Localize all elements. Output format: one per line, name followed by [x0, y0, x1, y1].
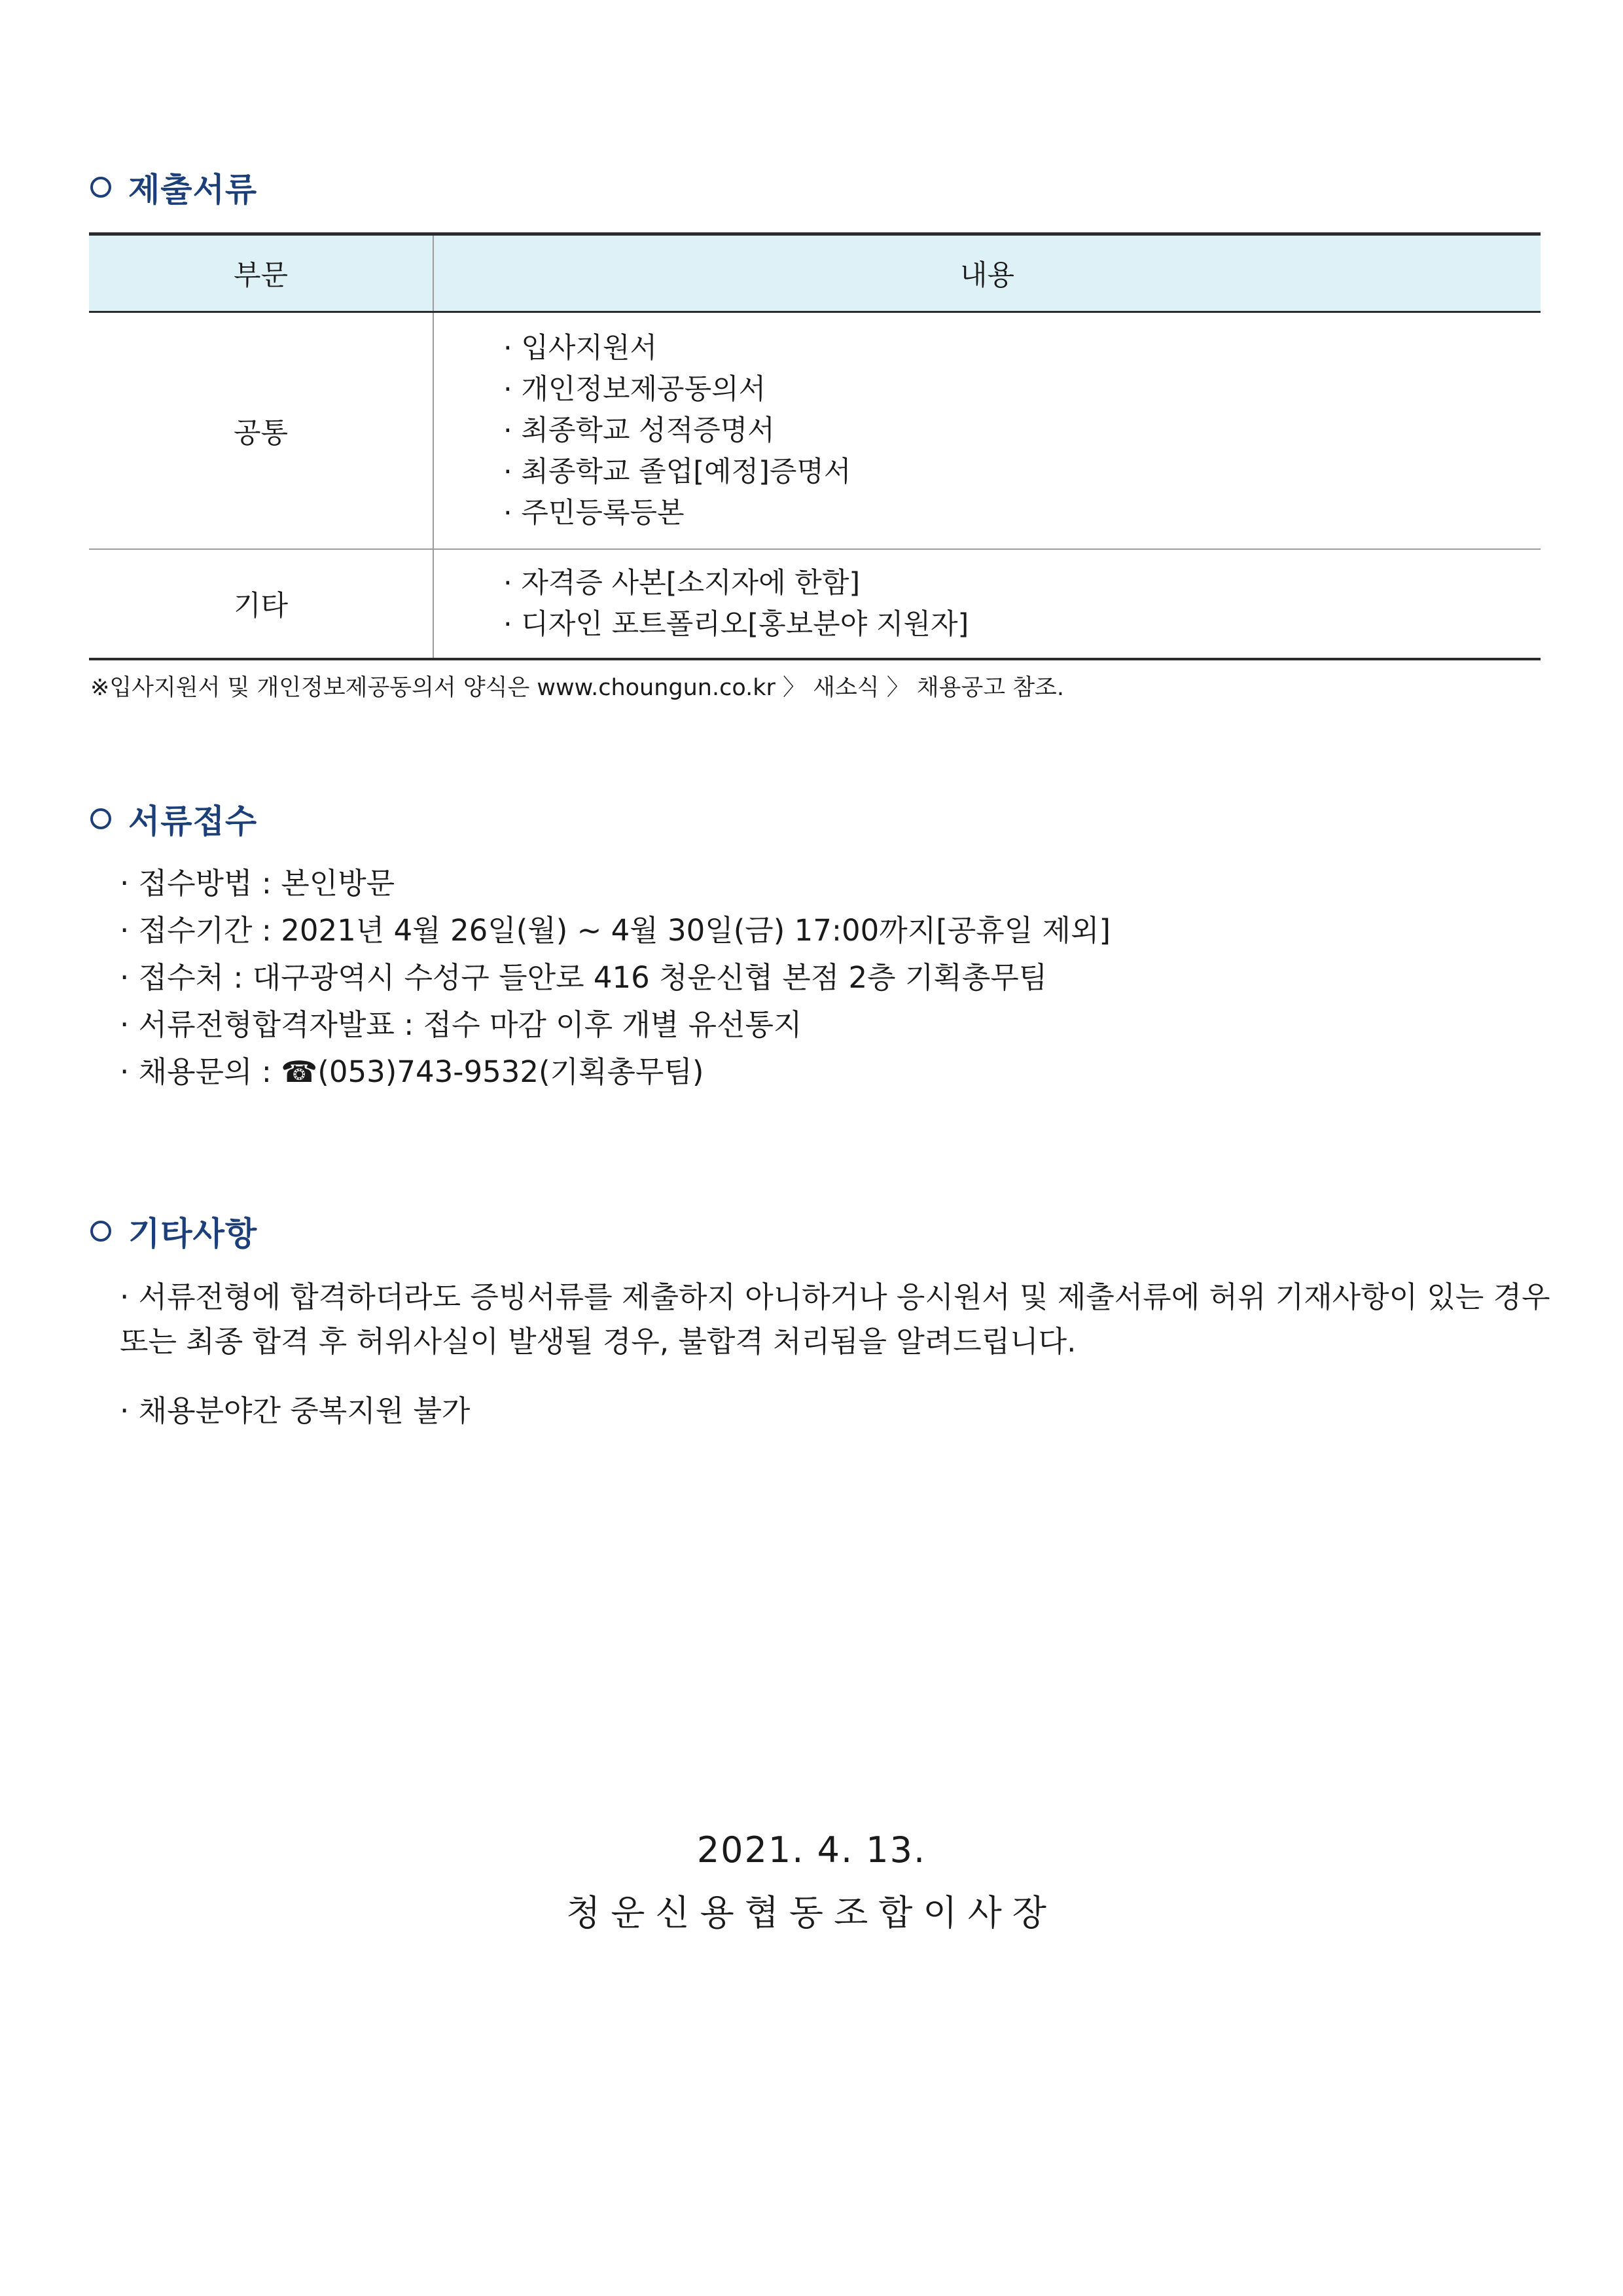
list-item: · 최종학교 성적증명서 [503, 414, 775, 447]
list-item: · 접수방법 : 본인방문 [120, 866, 395, 901]
category-cell: 공통 [89, 312, 433, 550]
misc-line: 또는 최종 합격 후 허위사실이 발생될 경우, 불합격 처리됨을 알려드립니다. [120, 1324, 1077, 1359]
list-item: · 서류전형합격자발표 : 접수 마감 이후 개별 유선통지 [120, 1007, 802, 1042]
circle-bullet-icon [90, 1221, 111, 1242]
list-item: · 자격증 사본[소지자에 한함] [503, 566, 861, 600]
section-heading-documents [90, 164, 257, 211]
list-item: · 최종학교 졸업[예정]증명서 [503, 455, 851, 488]
misc-line: · 채용분야간 중복지원 불가 [120, 1393, 471, 1428]
list-item: · 개인정보제공동의서 [503, 372, 766, 406]
table-header-row [89, 234, 1541, 312]
misc-line: · 서류전형에 합격하더라도 증빙서류를 제출하지 아니하거나 응시원서 및 제출서류에 허위 기재사항이 있는 경우 [120, 1280, 1550, 1314]
documents-table [89, 232, 1541, 660]
issuer-signature: 청운신용협동조합이사장 [566, 1892, 1057, 1933]
document-list [434, 563, 1541, 645]
section-title: 서류접수 [128, 802, 258, 840]
list-item: · 접수처 : 대구광역시 수성구 들안로 416 청운신협 본점 2층 기획총무팀 [120, 960, 1048, 995]
section-title: 기타사항 [128, 1215, 258, 1253]
list-item: · 주민등록등본 [503, 496, 685, 529]
section-title: 제출서류 [128, 171, 258, 209]
reception-list [120, 860, 1111, 1096]
section-heading-reception [90, 795, 257, 842]
section-heading-misc [90, 1208, 257, 1255]
list-item: · 접수기간 : 2021년 4월 26일(월) ~ 4월 30일(금) 17:00까지[공휴일 제외] [120, 913, 1111, 948]
content-cell [433, 549, 1541, 659]
category-cell: 기타 [89, 549, 433, 659]
misc-paragraph [120, 1275, 1550, 1364]
table-row [89, 549, 1541, 659]
content-cell [433, 312, 1541, 550]
column-header-category: 부문 [89, 234, 433, 312]
circle-bullet-icon [90, 177, 111, 198]
column-header-content: 내용 [433, 234, 1541, 312]
table-note: ※입사지원서 및 개인정보제공동의서 양식은 www.choungun.co.kr 〉 새소식 〉 채용공고 참조. [90, 675, 1064, 701]
list-item: · 입사지원서 [503, 331, 658, 365]
circle-bullet-icon [90, 808, 111, 829]
misc-item [120, 1389, 1540, 1433]
announcement-date: 2021. 4. 13. [696, 1829, 927, 1871]
table-row [89, 312, 1541, 550]
document-list [434, 328, 1541, 534]
list-item: · 채용문의 : ☎(053)743-9532(기획총무팀) [120, 1054, 704, 1089]
list-item: · 디자인 포트폴리오[홍보분야 지원자] [503, 607, 969, 641]
